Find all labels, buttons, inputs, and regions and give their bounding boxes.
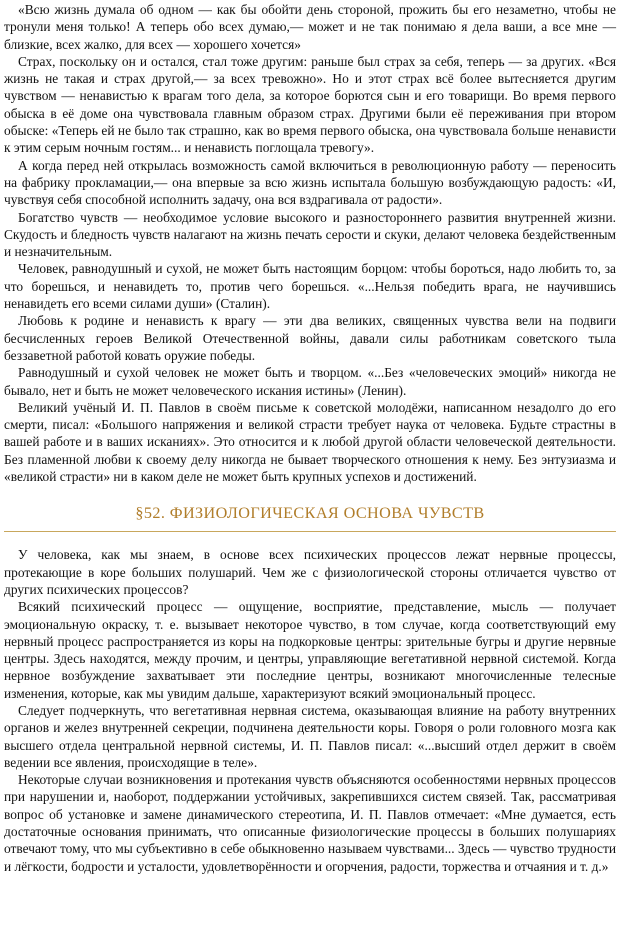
top-text-block bbox=[4, 1, 616, 485]
paragraph: Любовь к родине и ненависть к врагу — эти два великих, священных чувства вели на подвиги бесчисленных героев Великой Отечественной войны, давали силы работникам советского тыла беззаветной работой ковать оружие победы. bbox=[4, 313, 616, 363]
paragraph: Некоторые случаи возникновения и протекания чувств объясняются особенностями нервных процессов при нарушении и, наоборот, поддержании устойчивых, закрепившихся систем связей. Так, рассматривая вопрос об установке и замене динамического стереотипа, И. П. Павлов отмечает: «Мне думается, есть достаточные основания принимать, что описанные физиологические процессы в больших полушариях отвечают тому, что мы субъективно в себе обыкновенно называем чувствами... Здесь — чувство трудности и лёгкости, бодрости и усталости, удовлетворённости и огорчения, радости, торжества и отчаяния и т. д.» bbox=[4, 772, 616, 874]
paragraph: Страх, поскольку он и остался, стал тоже другим: раньше был страх за себя, теперь — за других. «Вся жизнь не такая и страх другой,— за всех тревожно». Но и этот страх всё более вытесняется другим чувством — ненавистью к врагам того дела, за которое борются сын и его товарищи. Во время первого обыска в её доме она чувствовала главным образом страх. Другими были её переживания при втором обыске: «Теперь ей не было так страшно, как во время первого обыска, она чувствовала больше ненависти к этим серым ночным гостям... и ненависть поглощала тревогу». bbox=[4, 53, 616, 156]
paragraph: Равнодушный и сухой человек не может быть и творцом. «...Без «человеческих эмоций» никогда не бывало, нет и быть не может человеческого искания истины» (Ленин). bbox=[4, 365, 616, 398]
paragraph: А когда перед ней открылась возможность самой включиться в революционную работу — переносить на фабрику прокламации,— она впервые за всю жизнь испытала большую возбуждающую радость: «И, чувствуя себя способной исполнить задачу, она вся вздрагивала от радости». bbox=[4, 157, 616, 208]
paragraph: У человека, как мы знаем, в основе всех психических процессов лежат нервные процессы, протекающие в коре больших полушарий. Чем же с физиологической стороны отличается чувство от других психических процессов? bbox=[4, 547, 616, 597]
section-heading: §52. ФИЗИОЛОГИЧЕСКАЯ ОСНОВА ЧУВСТВ bbox=[135, 504, 485, 523]
paragraph: Следует подчеркнуть, что вегетативная нервная система, оказывающая влияние на работу внутренних органов и желез внутренней секреции, подчинена деятельности коры. Говоря о роли головного мозга как высшего отдела центральной нервной системы, И. П. Павлов писал: «...высший отдел держит в своём ведении все явления, происходящие в теле». bbox=[4, 702, 616, 770]
bottom-text-block bbox=[4, 546, 616, 875]
paragraph: Человек, равнодушный и сухой, не может быть настоящим борцом: чтобы бороться, надо любить то, за что борешься, и ненавидеть то, против чего борешься. «...Нельзя победить врага, не научившись ненавидеть его всеми силами души» (Сталин). bbox=[4, 261, 616, 312]
section-heading-block bbox=[4, 503, 616, 532]
paragraph: «Всю жизнь думала об одном — как бы обойти день стороной, прожить бы его незаметно, чтобы не тронули меня только! А теперь обо всех думаю,— может и не так понимаю я дела ваши, а все мне — близкие, всех жалко, для всех — хорошего хочется» bbox=[4, 2, 616, 52]
paragraph: Богатство чувств — необходимое условие высокого и разностороннего развития внутренней жизни. Скудость и бледность чувств налагают на жизнь печать серости и скуки, делают человека бездейственным и незначительным. bbox=[4, 209, 616, 260]
paragraph: Великий учёный И. П. Павлов в своём письме к советской молодёжи, написанном незадолго до его смерти, писал: «Большого напряжения и великой страсти требует наука от человека. Будьте страстны в вашей работе и в ваших исканиях». Это относится и к любой другой области человеческой деятельности. Без пламенной любви к своему делу никогда не бывает творческого отношения к нему. Без энтузиазма и «великой страсти» ни в каком деле не может быть крупных успехов и достижений. bbox=[4, 399, 616, 485]
paragraph: Всякий психический процесс — ощущение, восприятие, представление, мысль — получает эмоциональную окраску, т. е. вызывает некоторое чувство, в том случае, когда соответствующий ему нервный процесс распространяется из коры на подкорковые центры: зрительные бугры и другие нервные центры. Здесь находятся, между прочим, и центры, управляющие вегетативной нервной системой. Когда нервное возбуждение захватывает эти последние центры, возникают многочисленные телесные изменения, которые, как мы увидим дальше, характеризуют всякий эмоциональный процесс. bbox=[4, 599, 616, 701]
